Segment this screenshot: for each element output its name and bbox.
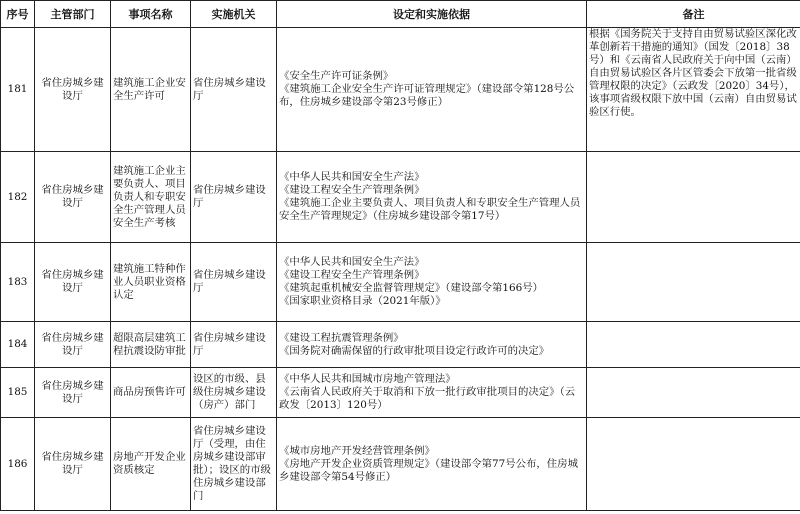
note-cell [587,152,800,243]
basis-cell [277,28,587,152]
basis-line: 《房地产开发企业资质管理规定》（建设部令第77号公布，住房城乡建设部令第54号修正） [279,457,578,483]
serial-number-cell: 183 [1,243,35,322]
table-row [1,322,800,368]
note-cell [587,418,800,511]
item-name-cell: 建筑施工企业安全生产许可 [111,28,191,152]
basis-line: 《城市房地产开发经营管理条例》 [279,444,435,457]
basis-line: 《中华人民共和国城市房地产管理法》 [279,373,456,385]
basis-cell [277,418,587,511]
note-cell [587,322,800,368]
header-item-name: 事项名称 [111,1,191,28]
item-name-cell: 商品房预售许可 [111,368,191,418]
serial-number-cell: 182 [1,152,35,243]
department-cell: 省住房城乡建设厅 [35,322,111,368]
serial-number-cell: 186 [1,418,35,511]
item-name-cell: 建筑施工企业主要负责人、项目负责人和专职安全生产管理人员安全生产考核 [111,152,191,243]
basis-cell [277,243,587,322]
basis-line: 《国务院对确需保留的行政审批项目设定行政许可的决定》 [279,344,550,357]
agency-cell: 省住房城乡建设厅 [191,152,277,243]
item-name-cell: 房地产开发企业资质核定 [111,418,191,511]
basis-line: 《中华人民共和国安全生产法》 [279,256,425,268]
agency-cell: 省住房城乡建设厅 [191,28,277,152]
table-row [1,243,800,322]
agency-cell: 设区的市级、县级住房城乡建设（房产）部门 [191,368,277,418]
note-cell [587,243,800,322]
basis-cell [277,322,587,368]
basis-line: 《建设工程抗震管理条例》 [279,331,404,344]
basis-line: 《国家职业资格目录（2021年版）》 [279,295,446,307]
table-row [1,152,800,243]
department-cell: 省住房城乡建设厅 [35,243,111,322]
basis-line: 《云南省人民政府关于取消和下放一批行政审批项目的决定》（云政发〔2013〕120号） [279,386,576,411]
header-row [1,1,800,28]
header-serial-number: 序号 [1,1,35,28]
basis-line: 《建设工程安全生产管理条例》 [279,184,425,196]
basis-line: 《建设工程安全生产管理条例》 [279,269,425,281]
agency-cell: 省住房城乡建设厅 [191,243,277,322]
header-note: 备注 [587,1,800,28]
basis-line: 《中华人民共和国安全生产法》 [279,171,425,183]
header-basis: 设定和实施依据 [277,1,587,28]
header-department: 主管部门 [35,1,111,28]
department-cell: 省住房城乡建设厅 [35,368,111,418]
department-cell: 省住房城乡建设厅 [35,152,111,243]
item-name-cell: 超限高层建筑工程抗震设防审批 [111,322,191,368]
note-cell: 根据《国务院关于支持自由贸易试验区深化改革创新若干措施的通知》（国发〔2018〕38号）和《云南省人民政府关于向中国（云南）自由贸易试验区各片区管委会下放第一批省级管理权限的决定》（云政发〔2020〕34号），该事项省级权限下放中国（云南）自由贸易试验区行使。 [587,28,800,152]
basis-line: 《建筑起重机械安全监督管理规定》（建设部令第166号） [279,282,544,294]
basis-line: 《建筑施工企业主要负责人、项目负责人和专职安全生产管理人员安全生产管理规定》（住房城乡建设部令第17号） [279,197,581,222]
basis-line: 《安全生产许可证条例》 [279,70,394,82]
note-cell [587,368,800,418]
agency-cell: 省住房城乡建设厅 [191,322,277,368]
table-row [1,418,800,511]
agency-cell: 省住房城乡建设厅（受理，由住房城乡建设部审批）；设区的市级住房城乡建设部门 [191,418,277,511]
serial-number-cell: 181 [1,28,35,152]
department-cell: 省住房城乡建设厅 [35,28,111,152]
basis-cell [277,368,587,418]
basis-cell [277,152,587,243]
serial-number-cell: 184 [1,322,35,368]
table-row [1,368,800,418]
item-name-cell: 建筑施工特种作业人员职业资格认定 [111,243,191,322]
basis-line: 《建筑施工企业安全生产许可证管理规定》（建设部令第128号公布，住房城乡建设部令第23号修正） [279,83,575,108]
department-cell: 省住房城乡建设厅 [35,418,111,511]
table-row [1,28,800,152]
serial-number-cell: 185 [1,368,35,418]
header-agency: 实施机关 [191,1,277,28]
